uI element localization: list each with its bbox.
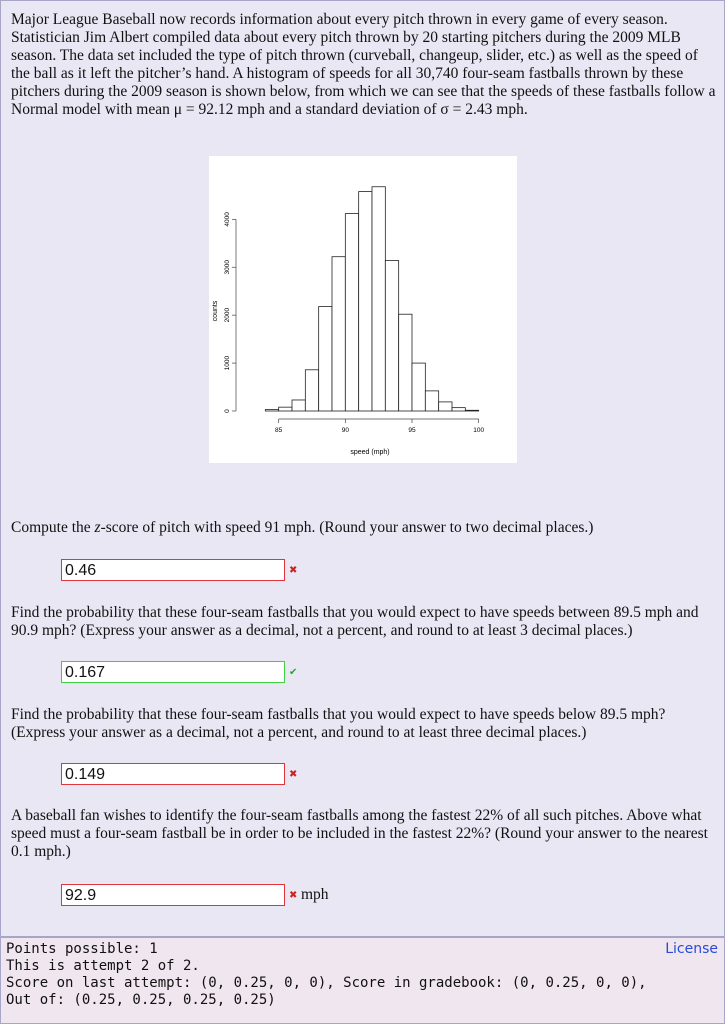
question-4-text: A baseball fan wishes to identify the four-seam fastballs among the fastest 22% of all such pitches. Above what speed must a four-seam fastball be in order to be included in the fastest 22%? (Round your answer to the nearest 0.1 mph.) — [11, 807, 708, 860]
histogram-bar-15 — [465, 410, 478, 411]
correct-icon: ✔ — [289, 667, 298, 678]
histogram-figure — [209, 156, 517, 463]
incorrect-icon: ✖ — [289, 769, 298, 780]
histogram-bar-8 — [372, 187, 385, 411]
x-tick-label: 95 — [408, 427, 416, 434]
histogram-bar-6 — [345, 214, 358, 411]
histogram-bar-1 — [279, 407, 292, 411]
y-axis-label: counts — [212, 300, 219, 322]
histogram-bar-2 — [292, 400, 305, 411]
answer-3-input[interactable]: 0.149 — [61, 763, 285, 785]
points-possible: Points possible: 1 — [6, 941, 158, 957]
x-tick-label: 100 — [473, 427, 485, 434]
x-tick-label: 85 — [275, 427, 283, 434]
histogram-bar-5 — [332, 257, 345, 411]
question-1-text: Compute the z-score of pitch with speed 91 mph. (Round your answer to two decimal places.) — [11, 519, 594, 536]
histogram-bar-7 — [359, 192, 372, 411]
x-tick-label: 90 — [341, 427, 349, 434]
histogram-bar-14 — [452, 408, 465, 411]
speed-histogram — [209, 156, 517, 463]
question-3-text: Find the probability that these four-seam fastballs that you would expect to have speeds below 89.5 mph? (Express your answer as a decimal, not a percent, and round to at least three decimal places.) — [11, 706, 666, 741]
x-axis-label: speed (mph) — [350, 449, 390, 456]
y-tick-label: 2000 — [224, 307, 231, 323]
answer-4-input[interactable]: 92.9 — [61, 884, 285, 906]
answer-2-input[interactable]: 0.167 — [61, 661, 285, 683]
problem-intro: Major League Baseball now records information about every pitch thrown in every game of every season. Statistician Jim Albert compiled data about every pitch thrown by 20 starting pitchers during the 2009 MLB season. The data set included the type of pitch thrown (curveball, changeup, slider, etc.) as well as the speed of the ball as it left the pitcher’s hand. A histogram of speeds for all 30,740 four-seam fastballs thrown by these pitchers during the 2009 season is shown below, from which we can see that the speeds of these fastballs follow a Normal model with mean μ = 92.12 mph and a standard deviation of σ = 2.43 mph. — [11, 11, 716, 118]
answer-1-input[interactable]: 0.46 — [61, 559, 285, 581]
histogram-bar-13 — [439, 402, 452, 411]
y-tick-label: 3000 — [224, 260, 231, 275]
histogram-bar-0 — [265, 410, 278, 411]
y-tick-label: 0 — [224, 409, 231, 413]
score-info: Score on last attempt: (0, 0.25, 0, 0), Score in gradebook: (0, 0.25, 0, 0), Out of: (0.25, 0.25, 0.25, 0.25) — [6, 975, 647, 1008]
y-tick-label: 4000 — [224, 212, 231, 227]
license-link[interactable]: License — [665, 941, 718, 957]
attempt-info: This is attempt 2 of 2. — [6, 958, 200, 974]
score-footer — [0, 937, 725, 1024]
question-2-text: Find the probability that these four-seam fastballs that you would expect to have speeds between 89.5 mph and 90.9 mph? (Express your answer as a decimal, not a percent, and round to at least 3 decimal places.) — [11, 604, 699, 639]
histogram-bar-4 — [319, 307, 332, 411]
histogram-bar-10 — [399, 314, 412, 411]
incorrect-icon: ✖ — [289, 565, 298, 576]
y-tick-label: 1000 — [224, 355, 231, 371]
histogram-bar-11 — [412, 363, 425, 411]
histogram-bar-3 — [305, 370, 318, 411]
incorrect-icon: ✖ — [289, 890, 298, 901]
histogram-bar-12 — [425, 391, 438, 411]
answer-4-unit: mph — [301, 886, 329, 903]
histogram-bar-9 — [385, 261, 398, 411]
